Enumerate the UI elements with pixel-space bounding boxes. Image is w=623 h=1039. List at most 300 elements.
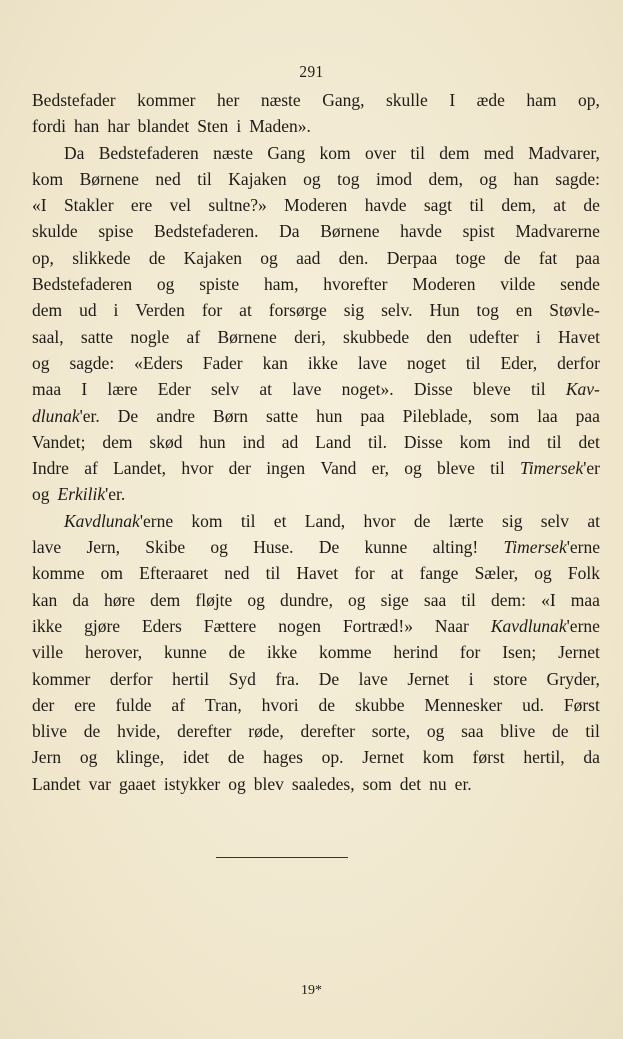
word (491, 616, 600, 637)
word: derfor (109, 668, 153, 689)
word: Fortræd!» (342, 615, 413, 636)
word: og (32, 352, 50, 373)
text-line (32, 169, 600, 195)
word (64, 511, 173, 532)
word: Skibe (145, 537, 186, 558)
text-line (32, 484, 600, 510)
word: op, (578, 90, 600, 110)
word: bleve (436, 458, 475, 479)
word: herover, (84, 642, 143, 663)
word: det (399, 773, 422, 794)
word: ville (32, 642, 64, 663)
word: hvori (261, 694, 299, 715)
word: spise (98, 221, 134, 242)
text-line (32, 195, 600, 221)
word: som (490, 405, 520, 426)
word: den. (338, 247, 369, 268)
word: blive (500, 721, 536, 742)
word: i (113, 300, 119, 321)
word: Maden». (249, 116, 311, 137)
word: hvor (363, 510, 396, 531)
word: i (236, 116, 242, 137)
word: de (503, 247, 521, 268)
word: kan (32, 589, 58, 610)
word: selv (210, 379, 240, 400)
word: alting! (432, 537, 479, 558)
word: blandet (137, 116, 190, 137)
word: dem, (428, 168, 463, 189)
word: toge (455, 247, 486, 268)
word: Kajaken (228, 168, 287, 189)
word: nogle (130, 326, 170, 347)
word: Jernet (558, 642, 600, 663)
text-line (32, 90, 600, 116)
word: er, (371, 458, 389, 479)
word: Hun (429, 300, 460, 321)
word: og (260, 247, 278, 268)
word: deri, (294, 326, 326, 347)
word: «I (32, 195, 47, 216)
word: ad (281, 431, 299, 452)
word: Pileblade, (402, 405, 473, 426)
word: Jernet (362, 747, 405, 768)
word: sagt (423, 195, 453, 216)
word: dem (32, 300, 63, 321)
word: udefter (469, 326, 519, 347)
word: Støvle- (549, 300, 600, 321)
word: derfor (557, 352, 600, 373)
word: sige (380, 589, 409, 610)
text-line (32, 432, 600, 458)
word: lave (32, 537, 62, 558)
word: fra. (275, 668, 300, 689)
word: til (410, 142, 425, 163)
italic-term: Kavdlunak (490, 615, 567, 636)
word: de (552, 721, 569, 742)
text-line (32, 616, 600, 642)
word: vel (169, 195, 192, 216)
term-suffix: 'er. (105, 484, 126, 505)
word: af (171, 694, 186, 715)
word: Jern (32, 747, 62, 768)
word: kom (32, 168, 64, 189)
word: paa (575, 405, 600, 426)
word: fløjte (195, 589, 233, 610)
word: dem (439, 142, 470, 163)
word (566, 379, 600, 400)
word: Disse (413, 379, 453, 400)
word: fordi (32, 116, 67, 137)
word: «I (541, 589, 556, 610)
word: med (483, 142, 514, 163)
word: imod (375, 168, 412, 189)
word: Bedstefaderen (32, 274, 133, 295)
word: de (228, 642, 246, 663)
word: og (479, 168, 497, 189)
word: for (354, 563, 375, 584)
word: sig (502, 510, 523, 531)
word: Stakler (63, 195, 114, 216)
word: Kajaken (183, 247, 242, 268)
word: herind (393, 642, 439, 663)
word: ind (242, 431, 265, 452)
word: her (216, 90, 240, 110)
word: ud. (522, 694, 544, 715)
text-line (32, 458, 600, 484)
text-line (32, 669, 600, 695)
word: Mennesker (424, 694, 503, 715)
word: gjøre (84, 615, 121, 636)
italic-term: Kav- (565, 379, 600, 400)
word: høre (103, 589, 136, 610)
word: op. (321, 747, 344, 768)
word: ere (74, 694, 96, 715)
word: dem, (501, 195, 536, 216)
word: i (468, 668, 474, 689)
word: de (583, 195, 600, 216)
word: dem: (491, 589, 526, 610)
word: Fader (202, 352, 243, 373)
word: komme (318, 642, 372, 663)
word: ingen (266, 458, 306, 479)
word: lave (358, 668, 388, 689)
word: af (84, 458, 98, 479)
word: maa (32, 379, 62, 400)
word: hvor (181, 458, 214, 479)
term-suffix: 'er. (79, 405, 100, 426)
word: Jern, (86, 537, 120, 558)
text-line (32, 221, 600, 247)
word: dem (150, 589, 181, 610)
term-suffix: 'erne (566, 537, 600, 558)
word: lære (107, 379, 138, 400)
text-line (32, 406, 600, 432)
word: Isen; (502, 642, 537, 663)
word: hvorefter (323, 274, 388, 295)
word: til (531, 379, 546, 400)
word: hvide, (117, 721, 161, 742)
text-line (32, 590, 600, 616)
text-line (32, 695, 600, 721)
word: ere (130, 195, 153, 216)
word: og (228, 773, 246, 794)
word: klinge, (116, 747, 165, 768)
word: der (228, 458, 252, 479)
word: det (578, 431, 600, 452)
word: Da (64, 142, 85, 163)
word: til (265, 563, 281, 584)
word: Land, (304, 510, 346, 531)
text-line (32, 563, 600, 589)
word: over (364, 142, 397, 163)
word: Eder, (500, 352, 538, 373)
word: Jernet (407, 668, 450, 689)
word: spiste (199, 274, 240, 295)
word: De (117, 405, 139, 426)
word: de (83, 721, 101, 742)
word: fulde (115, 694, 152, 715)
word: nogen (278, 615, 321, 636)
word: sultne?» (208, 195, 267, 216)
word: og (348, 589, 366, 610)
word: ind (507, 431, 531, 452)
word: til (469, 195, 485, 216)
word: Landet (32, 773, 81, 794)
text-line (32, 248, 600, 274)
word: skulle (386, 90, 428, 110)
word: kom (319, 142, 351, 163)
word: sig (343, 300, 365, 321)
word: Land (315, 431, 352, 452)
word: hertil, (523, 747, 565, 768)
word: andre (156, 405, 196, 426)
word: saal, (32, 326, 64, 347)
word: blive (32, 721, 67, 742)
word: Landet, (113, 458, 167, 479)
word: ikke (266, 642, 298, 663)
word: kom (459, 431, 491, 452)
word: istykker (163, 773, 221, 794)
word: I (449, 90, 456, 110)
word: tog (476, 300, 499, 321)
italic-term: Erkilik (57, 484, 106, 505)
word: i (535, 326, 541, 347)
word: har (107, 116, 130, 137)
word: at (239, 300, 252, 321)
italic-term: Timersek (503, 537, 567, 558)
word: paa (575, 247, 600, 268)
word: og (534, 563, 552, 584)
word: hages (263, 747, 303, 768)
section-rule (216, 857, 348, 858)
word: næste (213, 142, 253, 163)
word (32, 406, 100, 427)
word: Bedstefaderen. (154, 221, 259, 242)
word: Syd (228, 668, 256, 689)
word: op, (32, 247, 54, 268)
word: et (273, 510, 287, 531)
word: kommer (137, 90, 196, 110)
word: de (318, 694, 336, 715)
word: Gang, (322, 90, 365, 110)
word: og (426, 721, 445, 742)
word: Da (279, 221, 300, 242)
word: Derpaa (386, 247, 438, 268)
word: Børn (213, 405, 249, 426)
word: og (247, 589, 265, 610)
text-line (32, 143, 600, 169)
word: Madvarer, (528, 142, 600, 163)
word: skød (149, 431, 183, 452)
word: ikke (32, 615, 63, 636)
word: selv (540, 510, 569, 531)
word: til (490, 458, 505, 479)
word: Gryder, (546, 668, 600, 689)
word: røde, (248, 721, 284, 742)
text-line (32, 116, 600, 142)
word: kom (191, 510, 223, 531)
word: Børnene (217, 326, 277, 347)
word: store (493, 668, 528, 689)
word: Sten (197, 116, 229, 137)
word: lave (292, 379, 322, 400)
word: saa (423, 589, 447, 610)
word: Moderen (284, 195, 348, 216)
word: selv. (381, 300, 413, 321)
word: Sæler, (474, 563, 519, 584)
word: Disse (403, 431, 443, 452)
word: noget». (341, 379, 394, 400)
word: sende (560, 274, 600, 295)
text-line (32, 537, 600, 563)
word: Moderen (412, 274, 476, 295)
word: Efteraaret (139, 563, 209, 584)
word: Bedstefader (32, 90, 116, 110)
word: til (585, 721, 600, 742)
word: komme (32, 563, 85, 584)
word: først (472, 747, 505, 768)
italic-term: dlunak (32, 405, 80, 426)
word: Vand (320, 458, 357, 479)
word: bleve (472, 379, 511, 400)
italic-term: Timersek (520, 458, 584, 479)
text-line (32, 353, 600, 379)
word: og (210, 537, 228, 558)
word: gaaet (118, 773, 156, 794)
word: Først (563, 694, 600, 715)
word: satte (80, 326, 113, 347)
text-line (32, 721, 600, 747)
word: skulde (32, 221, 78, 242)
word: er. (454, 773, 472, 794)
word: Naar (434, 615, 469, 636)
word: æde (476, 90, 505, 110)
word: dem (102, 431, 133, 452)
word: blev (253, 773, 284, 794)
word: saaledes, (291, 773, 355, 794)
word: de (413, 510, 431, 531)
word: Gang (267, 142, 306, 163)
text-line (32, 327, 600, 353)
word: de (227, 747, 245, 768)
word: Havet (296, 563, 339, 584)
word: dundre, (279, 589, 333, 610)
word: Eders (141, 615, 182, 636)
word (58, 484, 126, 505)
text-line (32, 511, 600, 537)
word: næste (260, 90, 301, 110)
text-line (32, 300, 600, 326)
word: da (72, 589, 89, 610)
word: kom (422, 747, 454, 768)
word: lave (357, 352, 388, 373)
word: af (186, 326, 201, 347)
word: Eder (157, 379, 191, 400)
word: der (32, 694, 55, 715)
word: forsørge (268, 300, 327, 321)
page-number: 291 (299, 62, 324, 81)
word: «Eders (134, 352, 183, 373)
word: saa (461, 721, 484, 742)
word: ham, (263, 274, 299, 295)
word: hun (316, 405, 343, 426)
word: Børnene (320, 221, 380, 242)
word: De (318, 668, 340, 689)
word: skubbe (354, 694, 405, 715)
word: om (100, 563, 123, 584)
term-suffix: 'er (583, 458, 600, 479)
word: laa (537, 405, 558, 426)
word: til. (368, 431, 387, 452)
word: derefter (177, 721, 232, 742)
text-line (32, 642, 600, 668)
word: nu (429, 773, 447, 794)
word: de (148, 247, 166, 268)
word (504, 537, 600, 558)
word: lærte (448, 510, 484, 531)
word: Huse. (253, 537, 294, 558)
word: at (553, 195, 566, 216)
word: kommer (32, 668, 91, 689)
word: en (515, 300, 533, 321)
word: tog (337, 168, 360, 189)
word: Folk (567, 563, 600, 584)
word (520, 458, 600, 479)
word: noget (407, 352, 446, 373)
text-line (32, 774, 600, 800)
body-text (32, 90, 600, 800)
word: Verden (135, 300, 185, 321)
word: idet (182, 747, 210, 768)
italic-term: Kavdlunak (64, 510, 140, 531)
word: til (546, 431, 562, 452)
word: kunne (364, 537, 408, 558)
word: han (513, 168, 539, 189)
text-line (32, 747, 600, 773)
word: han (74, 116, 100, 137)
word: at (390, 563, 404, 584)
text-line (32, 379, 600, 405)
word: og (303, 168, 321, 189)
word: da (583, 747, 600, 768)
word: sorte, (371, 721, 411, 742)
word: Børnene (79, 168, 139, 189)
word: til (465, 352, 481, 373)
word: derefter (300, 721, 355, 742)
term-suffix: 'erne (566, 615, 600, 636)
word: og (32, 484, 50, 505)
word: maa (570, 589, 600, 610)
word: til (461, 589, 476, 610)
word: spist (462, 221, 495, 242)
word: sagde: (555, 168, 600, 189)
word: havde (364, 195, 407, 216)
word: og (79, 747, 98, 768)
word: at (259, 379, 273, 400)
word: var (88, 773, 111, 794)
word: Tran, (204, 694, 242, 715)
word: kunne (163, 642, 207, 663)
word: skubbede (343, 326, 410, 347)
word: slikkede (72, 247, 131, 268)
word: ham (526, 90, 557, 110)
word: aad (296, 247, 321, 268)
word: for (459, 642, 481, 663)
word: Madvarerne (515, 221, 600, 242)
word: sagde: (69, 352, 115, 373)
word: hun (199, 431, 226, 452)
word: havde (400, 221, 442, 242)
